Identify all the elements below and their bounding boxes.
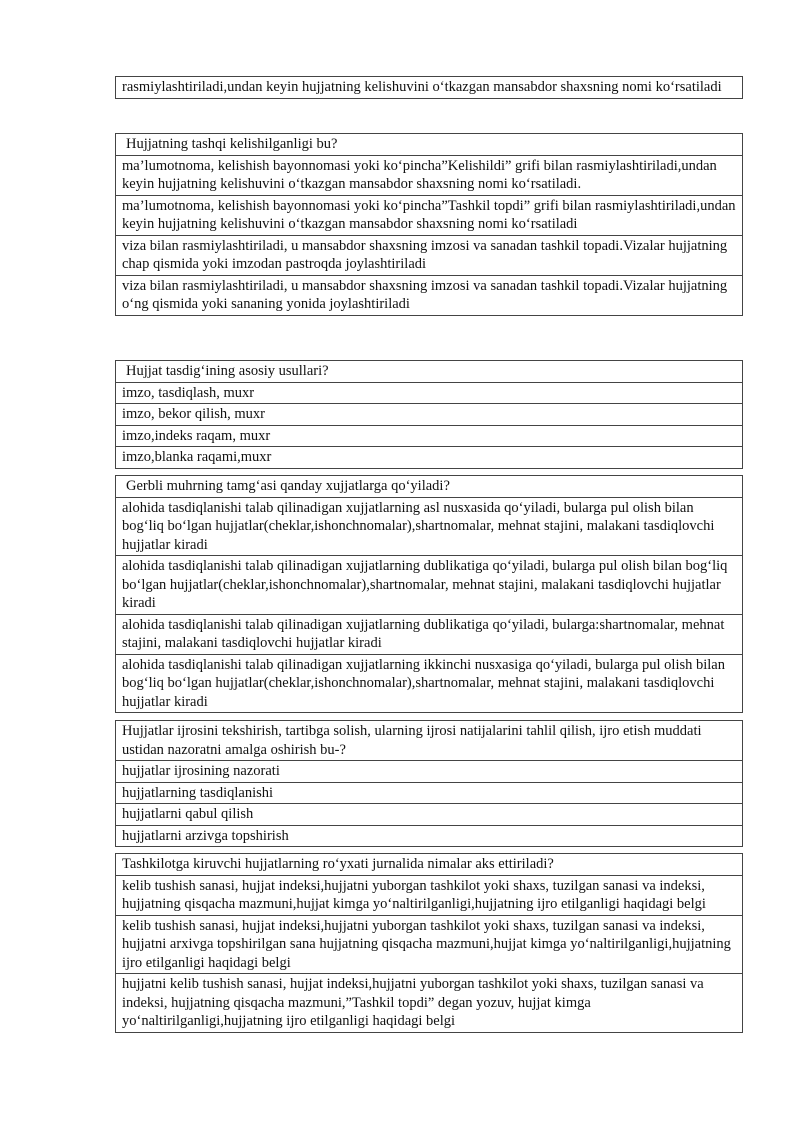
answer-option: kelib tushish sanasi, hujjat indeksi,hujjatni yuborgan tashkilot yoki shaxs, tuzilgan sanasi va indeksi, hujjatni arxivga topshirilgan sana hujjatning qisqacha mazmuni,hujjat kimga yo‘naltirilganligi,hujjatning ijro etilganligi haqidagi belgi [116, 915, 743, 974]
answer-option: hujjatlarning tasdiqlanishi [116, 782, 743, 804]
answer-option: viza bilan rasmiylashtiriladi, u mansabdor shaxsning imzosi va sanadan tashkil topadi.Vizalar hujjatning o‘ng qismida yoki sananing yonida joylashtiriladi [116, 275, 743, 315]
answer-option-row [116, 425, 743, 447]
answer-option: imzo, tasdiqlash, muxr [116, 382, 743, 404]
answer-option: ma’lumotnoma, kelishish bayonnomasi yoki ko‘pincha”Kelishildi” grifi bilan rasmiylashtiriladi,undan keyin hujjatning kelishuvini o‘tkazgan mansabdor shaxsning nomi ko‘rsatiladi. [116, 155, 743, 195]
question-block [115, 853, 743, 1033]
answer-option: alohida tasdiqlanishi talab qilinadigan xujjatlarning asl nusxasida qo‘yiladi, bularga pul olish bilan bog‘liq bo‘lgan hujjatlar(cheklar,ishonchnomalar),shartnomalar, mehnat stajini, malakani tasdiqlovchi hujjatlar kiradi [116, 497, 743, 556]
question-text: Hujjat tasdig‘ining asosiy usullari? [116, 361, 743, 383]
question-block [115, 133, 743, 316]
answer-option-row [116, 875, 743, 915]
answer-option: alohida tasdiqlanishi talab qilinadigan xujjatlarning ikkinchi nusxasiga qo‘yiladi, bularga pul olish bilan bog‘liq bo‘lgan hujjatlar(cheklar,ishonchnomalar),shartnomalar, mehnat stajini, malakani tasdiqlovchi hujjatlar kiradi [116, 654, 743, 713]
question-row [116, 854, 743, 876]
answer-option-row [116, 825, 743, 847]
answer-option: imzo,blanka raqami,muxr [116, 447, 743, 469]
answer-option-row [116, 195, 743, 235]
answer-option-row [116, 782, 743, 804]
answer-option: alohida tasdiqlanishi talab qilinadigan xujjatlarning dublikatiga qo‘yiladi, bularga:shartnomalar, mehnat stajini, malakani tasdiqlovchi hujjatlar kiradi [116, 614, 743, 654]
answer-option-row [116, 654, 743, 713]
question-text: Hujjatning tashqi kelishilganligi bu? [116, 134, 743, 156]
answer-option: ma’lumotnoma, kelishish bayonnomasi yoki ko‘pincha”Tashkil topdi” grifi bilan rasmiylashtiriladi,undan keyin hujjatning kelishuvini o‘tkazgan mansabdor shaxsning nomi ko‘rsatiladi [116, 195, 743, 235]
answer-option-row [116, 614, 743, 654]
question-text: Gerbli muhrning tamg‘asi qanday xujjatlarga qo‘yiladi? [116, 476, 743, 498]
answer-option: hujjatlarni arzivga topshirish [116, 825, 743, 847]
question-block [115, 360, 743, 469]
answer-option: imzo, bekor qilish, muxr [116, 404, 743, 426]
answer-option: viza bilan rasmiylashtiriladi, u mansabdor shaxsning imzosi va sanadan tashkil topadi.Vizalar hujjatning chap qismida yoki imzodan pastroqda joylashtiriladi [116, 235, 743, 275]
question-text: Hujjatlar ijrosini tekshirish, tartibga solish, ularning ijrosi natijalarini tahlil qilish, ijro etish muddati ustidan nazoratni amalga oshirish bu-? [116, 721, 743, 761]
question-row [116, 721, 743, 761]
answer-option-row [116, 497, 743, 556]
answer-option-row [116, 275, 743, 315]
answer-option-row [116, 77, 743, 99]
answer-option: hujjatni kelib tushish sanasi, hujjat indeksi,hujjatni yuborgan tashkilot yoki shaxs, tuzilgan sanasi va indeksi, hujjatning qisqacha mazmuni,”Tashkil topdi” degan yozuv, hujjat kimga yo‘naltirilganligi,hujjatning ijro etilganligi haqidagi belgi [116, 974, 743, 1033]
answer-option: hujjatlarni qabul qilish [116, 804, 743, 826]
answer-option-row [116, 556, 743, 615]
answer-option-row [116, 404, 743, 426]
question-row [116, 361, 743, 383]
answer-option: rasmiylashtiriladi,undan keyin hujjatning kelishuvini o‘tkazgan mansabdor shaxsning nomi ko‘rsatiladi [116, 77, 743, 99]
answer-option-row [116, 447, 743, 469]
question-block-continued [115, 76, 743, 99]
question-block [115, 475, 743, 713]
question-text: Tashkilotga kiruvchi hujjatlarning ro‘yxati jurnalida nimalar aks ettiriladi? [116, 854, 743, 876]
question-row [116, 134, 743, 156]
answer-option: imzo,indeks raqam, muxr [116, 425, 743, 447]
answer-option-row [116, 915, 743, 974]
answer-option: alohida tasdiqlanishi talab qilinadigan xujjatlarning dublikatiga qo‘yiladi, bularga pul olish bilan bog‘liq bo‘lgan hujjatlar(cheklar,ishonchnomalar),shartnomalar, mehnat stajini, malakani tasdiqlovchi hujjatlar kiradi [116, 556, 743, 615]
answer-option-row [116, 382, 743, 404]
question-row [116, 476, 743, 498]
answer-option-row [116, 761, 743, 783]
answer-option-row [116, 155, 743, 195]
answer-option-row [116, 804, 743, 826]
answer-option: hujjatlar ijrosining nazorati [116, 761, 743, 783]
answer-option-row [116, 235, 743, 275]
answer-option: kelib tushish sanasi, hujjat indeksi,hujjatni yuborgan tashkilot yoki shaxs, tuzilgan sanasi va indeksi, hujjatning qisqacha mazmuni,hujjat kimga yo‘naltirilganligi,hujjatning ijro etilganligi haqidagi belgi [116, 875, 743, 915]
answer-option-row [116, 974, 743, 1033]
question-block [115, 720, 743, 847]
